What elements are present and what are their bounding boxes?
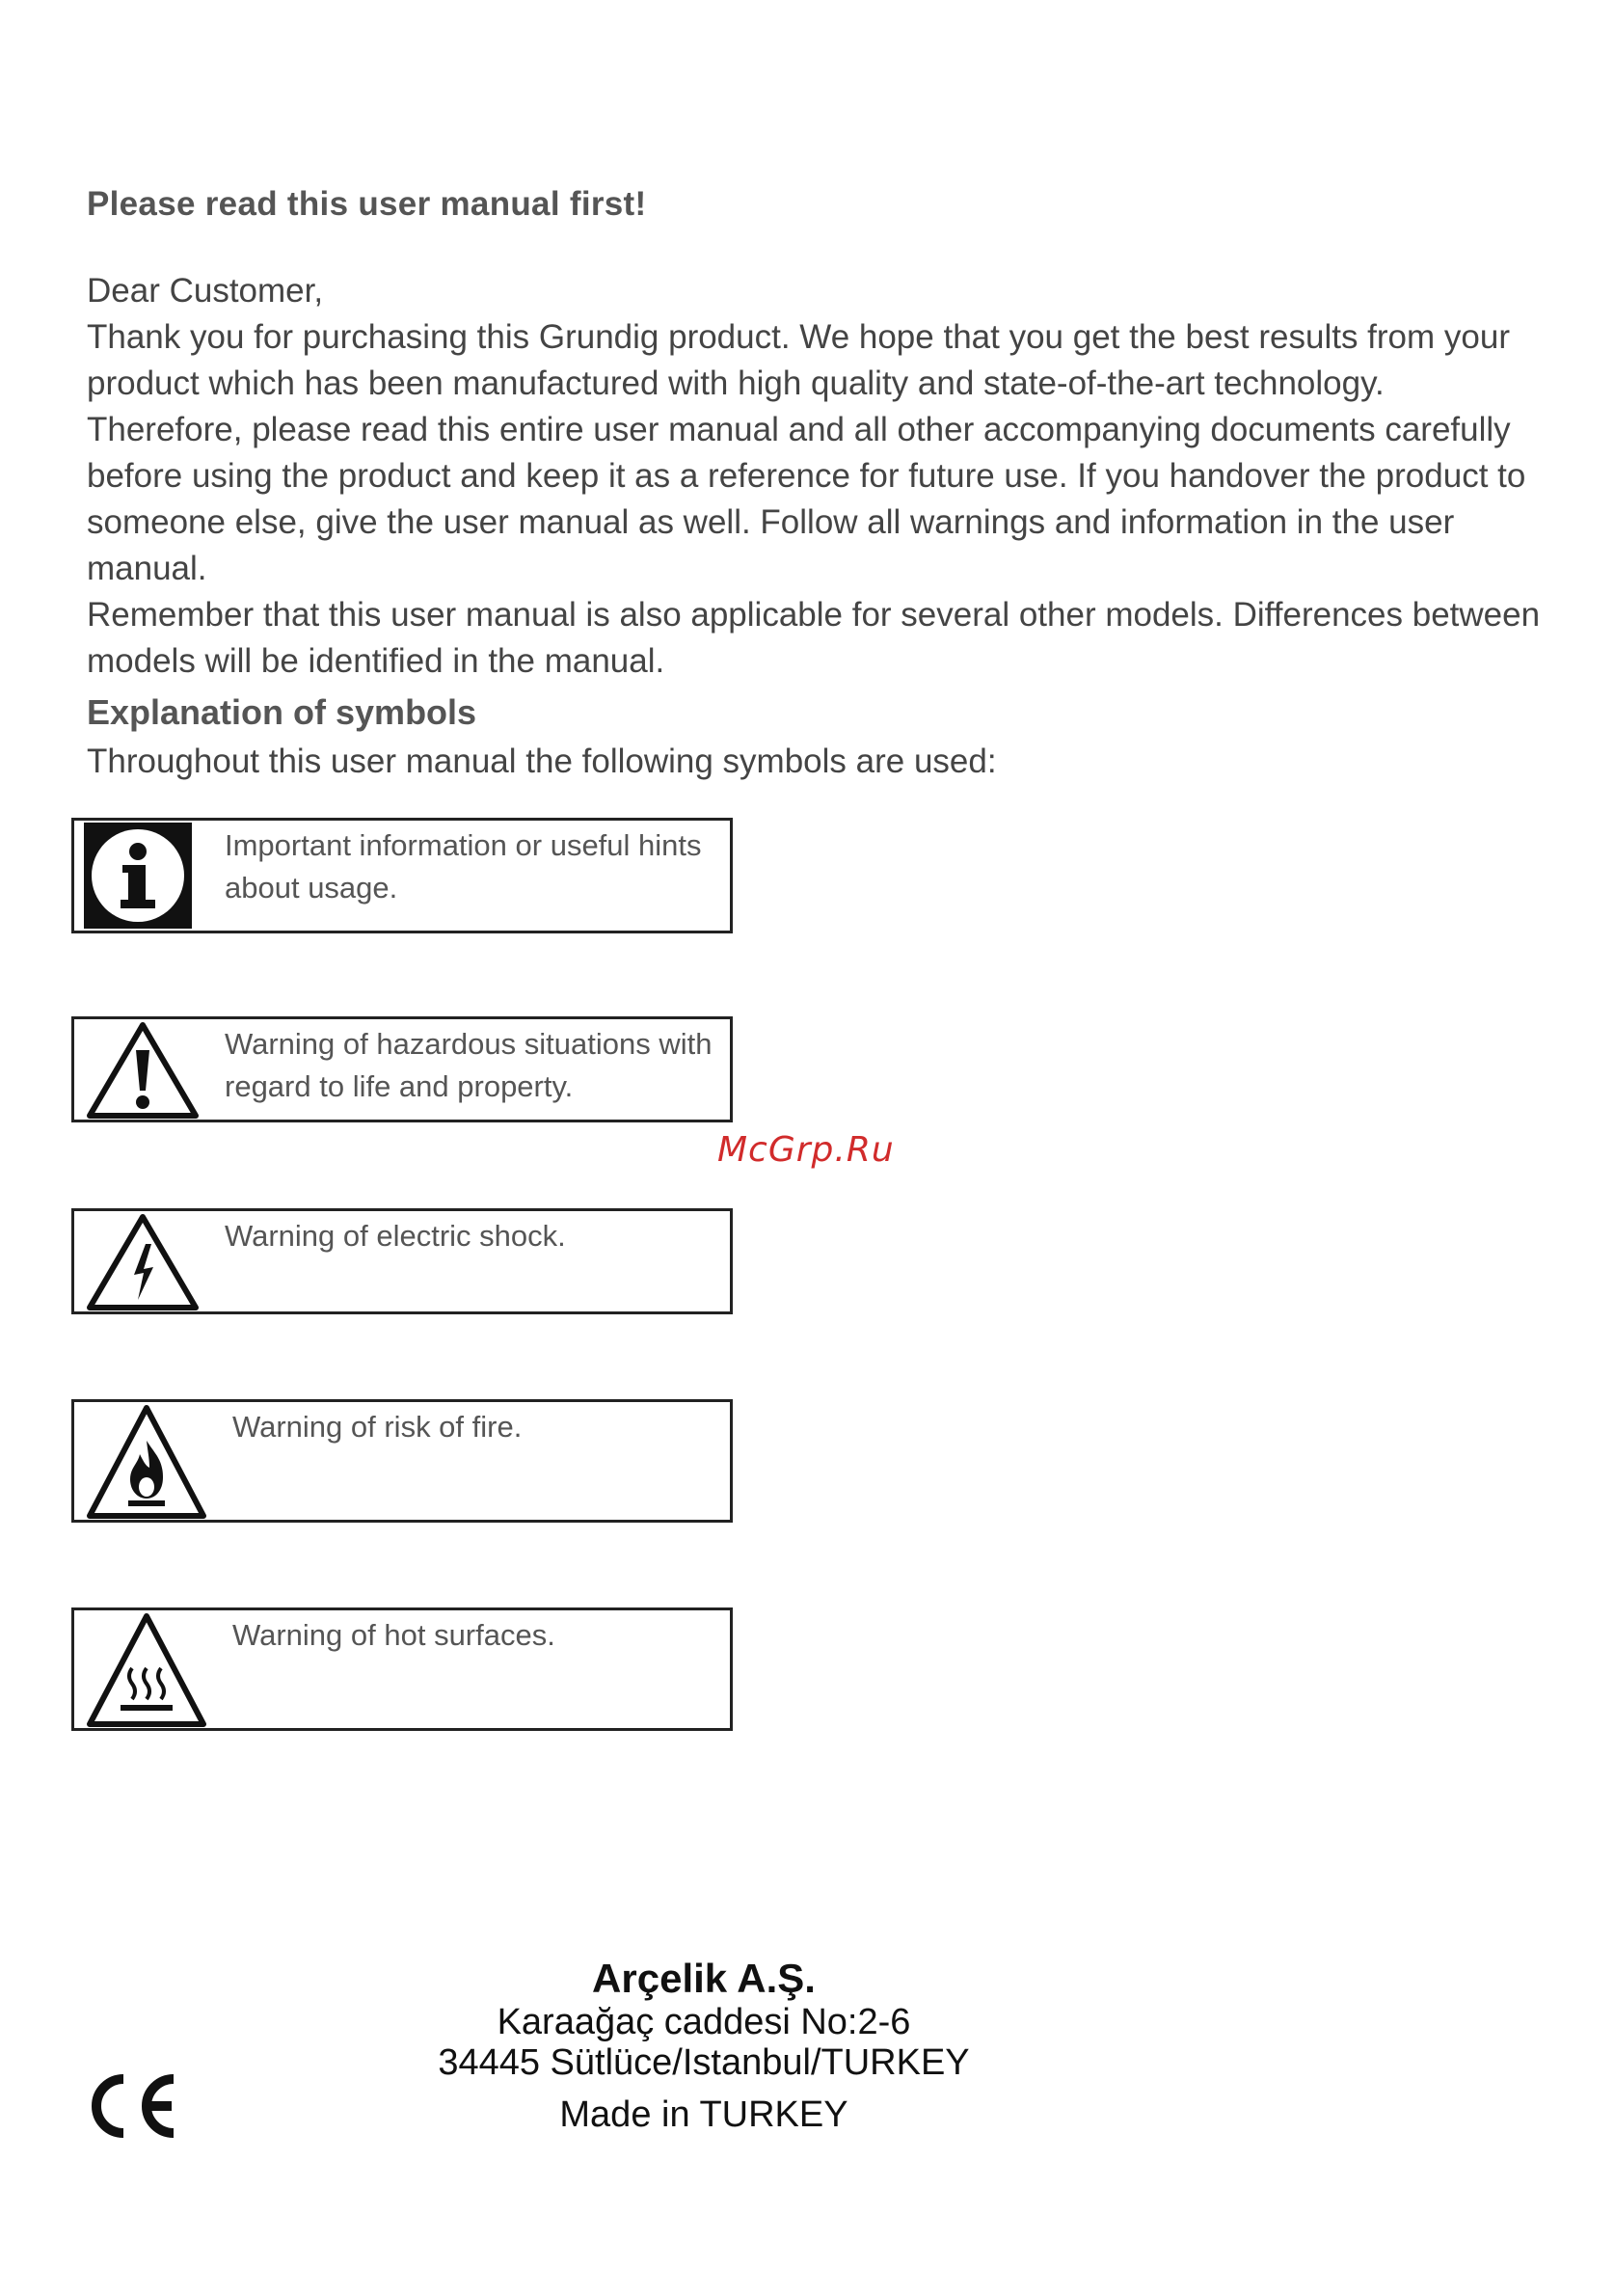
intro-paragraph-2: Therefore, please read this entire user manual and all other accompanying documents carefully before using the product and keep it as a reference for future use. If you handover the product to someone else, give the user manual as well. Follow all warnings and information in the user manual.	[87, 411, 1526, 587]
greeting: Dear Customer,	[87, 272, 324, 310]
warning-exclamation-icon	[86, 1021, 200, 1124]
made-in-label: Made in TURKEY	[559, 2094, 848, 2135]
symbol-box-hazard	[71, 1016, 733, 1122]
symbol-box-info	[71, 818, 733, 933]
symbol-description: Warning of risk of fire.	[232, 1410, 523, 1444]
fire-icon	[86, 1404, 207, 1525]
symbol-description: Warning of hazardous situations with regard to life and property.	[225, 1027, 713, 1103]
electric-shock-icon	[86, 1213, 200, 1316]
address-line-1: Karaağaç caddesi No:2-6	[497, 2002, 911, 2042]
section-heading: Explanation of symbols	[87, 692, 477, 732]
ce-mark-icon	[85, 2071, 181, 2146]
symbol-box-electric	[71, 1208, 733, 1314]
hot-surface-icon	[86, 1612, 207, 1733]
address-line-2: 34445 Sütlüce/Istanbul/TURKEY	[438, 2042, 970, 2083]
manufacturer-footer	[366, 1956, 1041, 2135]
info-icon	[84, 823, 192, 933]
company-name: Arçelik A.Ş.	[592, 1956, 816, 2001]
symbol-box-fire	[71, 1399, 733, 1523]
page-title: Please read this user manual first!	[87, 185, 647, 223]
symbol-description: Warning of hot surfaces.	[232, 1618, 555, 1652]
section-intro: Throughout this user manual the following symbols are used:	[87, 743, 997, 780]
symbol-description: Important information or useful hints about usage.	[225, 828, 702, 905]
symbol-box-hot-surface	[71, 1607, 733, 1731]
intro-paragraph-1: Thank you for purchasing this Grundig product. We hope that you get the best results from your product which has been manufactured with high quality and state-of-the-art technology.	[87, 318, 1510, 402]
intro-paragraph-3: Remember that this user manual is also applicable for several other models. Differences between models will be identified in the manual.	[87, 596, 1541, 680]
watermark: McGrp.Ru	[717, 1130, 895, 1170]
symbol-description: Warning of electric shock.	[225, 1219, 566, 1253]
